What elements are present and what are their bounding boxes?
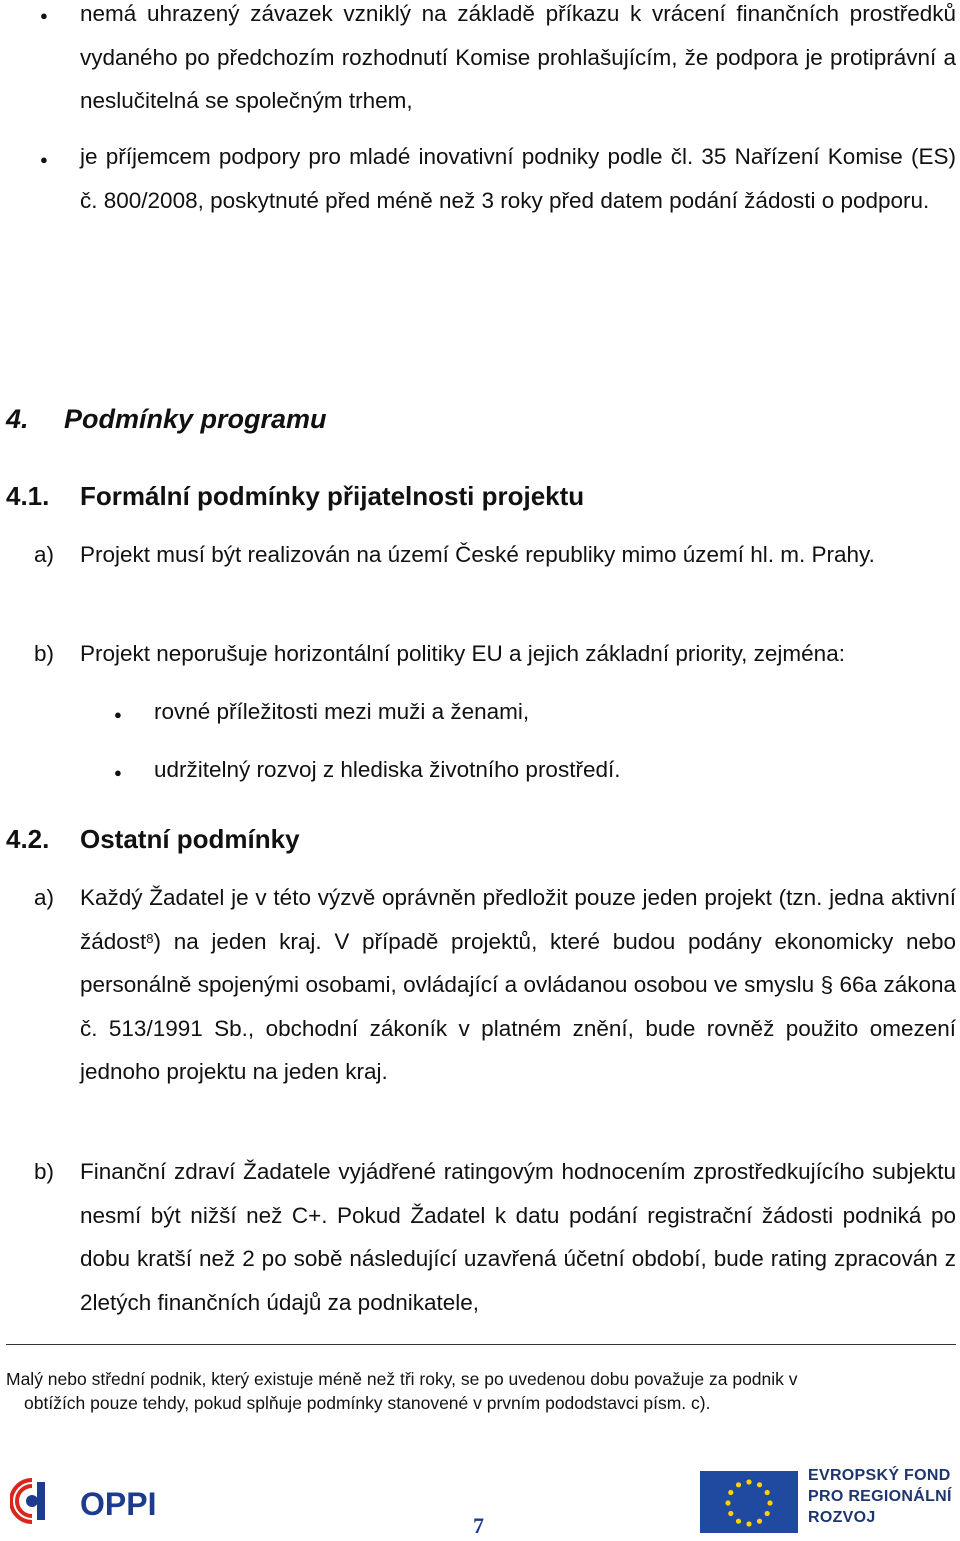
section-title: Podmínky programu (64, 404, 327, 434)
text-part: ) na jeden kraj. V případě projektů, které budou podány ekonomicky nebo personálně spojenými osobami, ovládající a ovládanou osobou ve smyslu § 66a zákona č. 513/1991 Sb., obchodní zákoník v platném znění, bude rovněž použito omezení jednoho projektu na jeden kraj. (80, 928, 956, 1084)
eu-fund-label (808, 1465, 958, 1528)
text-part: Každý Žadatel je v této výzvě oprávněn předložit pouze jeden projekt (tzn. jedna aktivní žádost (80, 885, 956, 954)
footnote (6, 1367, 956, 1415)
item-label: a) (34, 885, 55, 910)
section-title: Formální podmínky přijatelnosti projektu (80, 481, 585, 511)
footnote-line: obtížích pouze tehdy, pokud splňuje podmínky stanovené v prvním pododstavci písm. c). (24, 1393, 711, 1413)
bullet-icon (114, 708, 122, 721)
section-heading-4-2 (6, 824, 300, 855)
eu-fund-line: EVROPSKÝ FOND (808, 1467, 951, 1484)
item-label: b) (34, 1159, 55, 1184)
bullet-paragraph: nemá uhrazený závazek vzniklý na základě příkazu k vrácení finančních prostředků vydaného po předchozím rozhodnutí Komise prohlašujícím, že podpora je protiprávní a neslučitelná se společným trhem, (80, 1, 956, 113)
eu-fund-line: PRO REGIONÁLNÍ (808, 1488, 952, 1505)
sub-bullet-text: udržitelný rozvoj z hlediska životního prostředí. (154, 757, 621, 782)
bullet-icon (40, 9, 48, 22)
oppi-logo (10, 1476, 180, 1526)
oppi-logo-text: OPPI (80, 1486, 157, 1522)
section-number: 4.1. (6, 481, 50, 511)
section-title: Ostatní podmínky (80, 824, 300, 854)
footnote-line: Malý nebo střední podnik, který existuje méně než tři roky, se po uvedenou dobu považuje za podnik v (6, 1369, 798, 1389)
section-number: 4. (6, 404, 29, 434)
item-text: Projekt musí být realizován na území České republiky mimo území hl. m. Prahy. (80, 542, 875, 567)
item-text: Finanční zdraví Žadatele vyjádřené ratingovým hodnocením zprostředkujícího subjektu nesmí být nižší než C+. Pokud Žadatel k datu podání registrační žádosti podniká po dobu kratší než 2 po sobě následující uzavřená účetní období, bude rating zpracován z 2letých finančních údajů za podnikatele, (80, 1159, 956, 1315)
footnote-ref: 8 (146, 930, 154, 946)
section-heading-4-1 (6, 481, 584, 512)
section-heading-4 (6, 404, 327, 435)
item-label: b) (34, 641, 55, 666)
page-number: 7 (473, 1513, 484, 1538)
eu-fund-line: ROZVOJ (808, 1509, 876, 1526)
section-number: 4.2. (6, 824, 50, 854)
item-label: a) (34, 542, 55, 567)
bullet-paragraph: je příjemcem podpory pro mladé inovativní podniky podle čl. 35 Nařízení Komise (ES) č. 800/2008, poskytnuté před méně než 3 roky před datem podání žádosti o podporu. (80, 144, 956, 213)
footnote-divider (6, 1344, 956, 1345)
sub-bullet-text: rovné příležitosti mezi muži a ženami, (154, 699, 530, 724)
bullet-icon (40, 153, 48, 166)
item-text (80, 876, 956, 1094)
item-text: Projekt neporušuje horizontální politiky EU a jejich základní priority, zejména: (80, 641, 845, 666)
bullet-icon (114, 766, 122, 779)
